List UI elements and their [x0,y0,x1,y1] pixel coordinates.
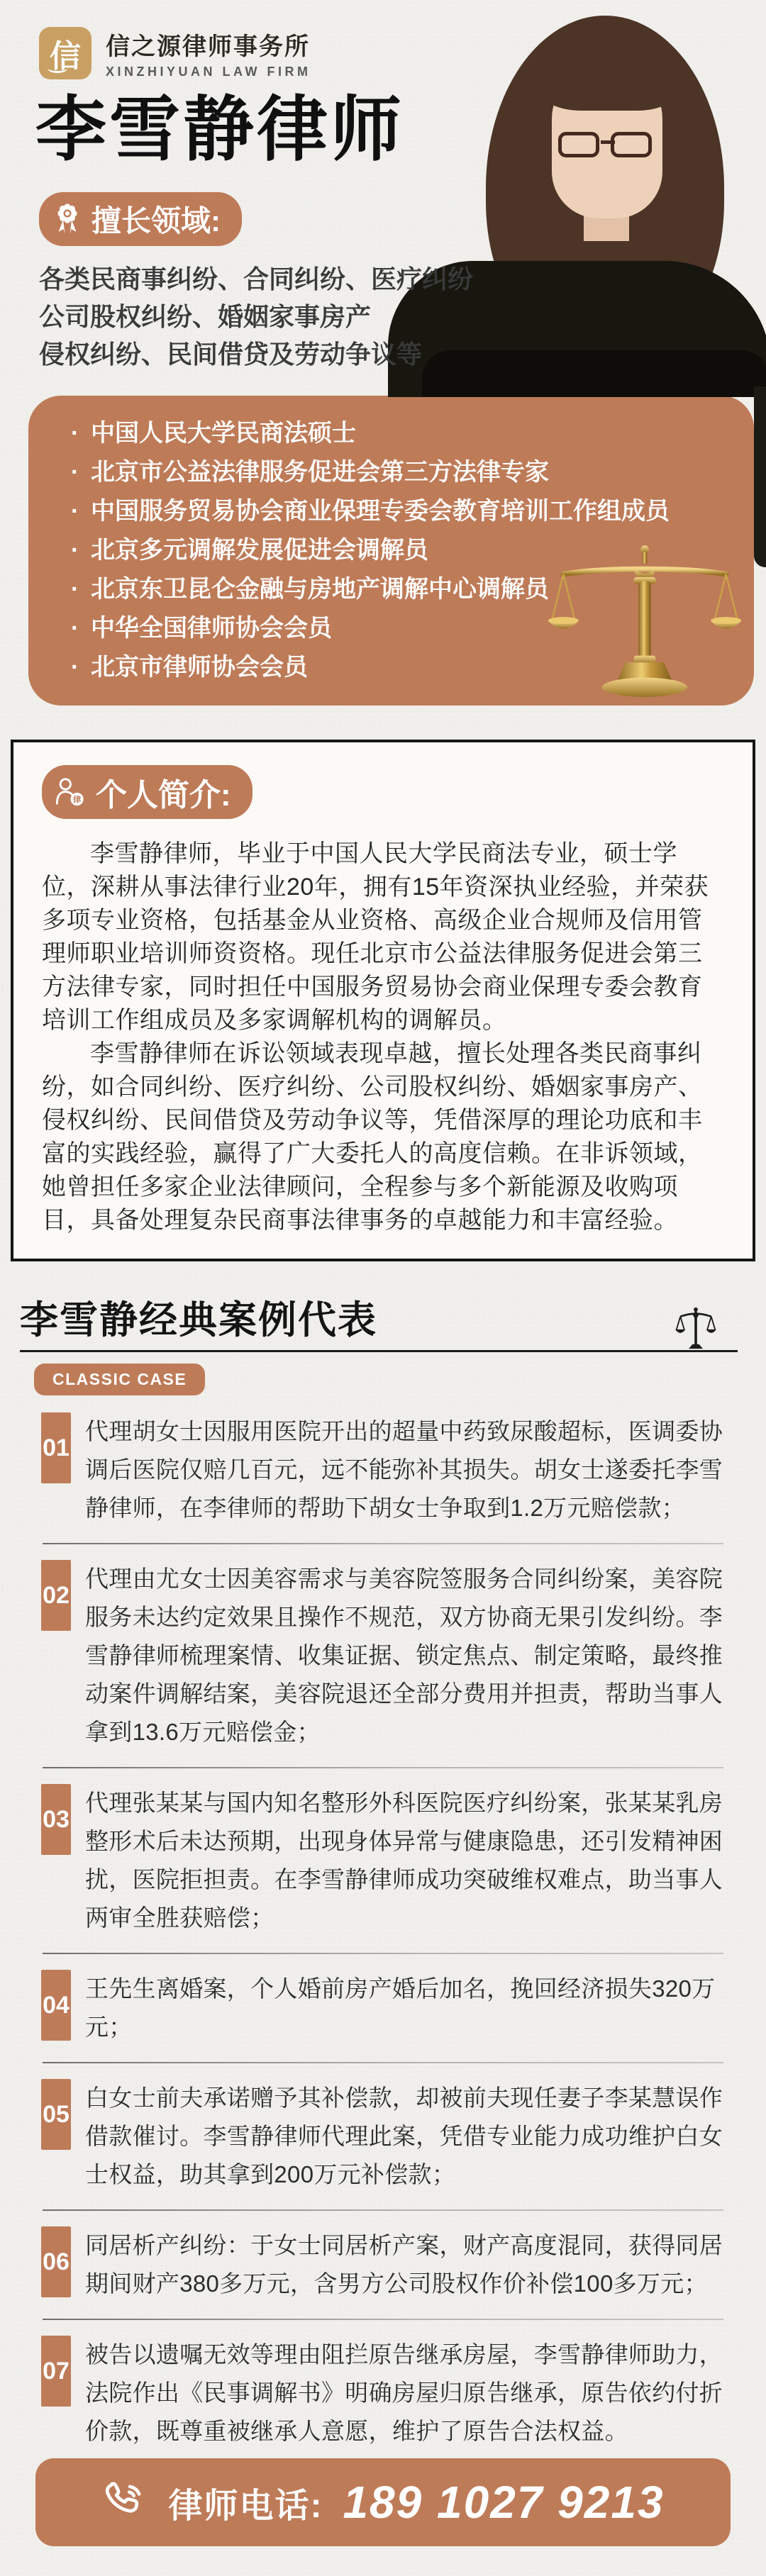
person-icon [55,776,86,808]
case-divider [43,2062,723,2063]
expertise-line: 各类民商事纠纷、合同纠纷、医疗纠纷 [39,264,474,294]
expertise-line: 侵权纠纷、民间借贷及劳动争议等 [39,340,423,369]
profile-paragraph: 李雪静律师，毕业于中国人民大学民商法专业，硕士学位，深耕从事法律行业20年，拥有15年资深执业经验，并荣获多项专业资格，包括基金从业资格、高级企业合规师及信用管理师职业培训师资资格。现任北京市公益法律服务促进会第三方法律专家，同时担任中国服务贸易协会商业保理专委会教育培训工作组成员及多家调解机构的调解员。 [42,840,709,1034]
classic-case-tag: CLASSIC CASE [34,1364,205,1395]
case-item [41,2079,725,2194]
cases-section-header [20,1290,738,1352]
firm-logo-seal-icon [39,27,91,79]
cases-section-title: 李雪静经典案例代表 [20,1299,377,1342]
case-item [41,1560,725,1751]
case-text: 王先生离婚案，个人婚前房产婚后加名，挽回经济损失320万元； [85,1975,716,2040]
case-divider [43,1953,723,1954]
case-number-badge: 03 [41,1784,71,1855]
case-text: 白女士前夫承诺赠予其补偿款，却被前夫现任妻子李某慧误作借款催讨。李雪静律师代理此案，凭借专业能力成功维护白女士权益，助其拿到200万元补偿款； [85,2085,723,2187]
case-number-badge: 07 [41,2336,71,2407]
case-number-badge: 01 [41,1412,71,1483]
credentials-panel [28,396,754,706]
case-text: 同居析产纠纷：于女士同居析产案，财产高度混同，获得同居期间财产380多万元，含男方公司股权作价补偿100多万元； [85,2232,723,2297]
phone-icon [101,2479,148,2526]
photo-jacket-edge [754,386,766,567]
firm-brand [0,0,766,79]
person-icon-character: 律 [72,796,82,805]
scales-icon [675,1306,716,1351]
case-text: 代理胡女士因服用医院开出的超量中药致尿酸超标，医调委协调后医院仅赔几百元，远不能弥补其损失。胡女士遂委托李雪静律师，在李律师的帮助下胡女士争取到1.2万元赔偿款； [85,1418,723,1521]
page-title: 李雪静律师 [35,87,404,171]
case-text: 代理张某某与国内知名整形外科医院医疗纠纷案，张某某乳房整形术后未达预期，出现身体异常与健康隐患，还引发精神困扰，医院拒担责。在李雪静律师成功突破维权难点，助当事人两审全胜获赔偿； [85,1790,723,1931]
case-number-badge: 02 [41,1560,71,1631]
credential-item: · 中国服务贸易协会商业保理专委会教育培训工作组成员 [70,492,733,531]
case-divider [43,1543,723,1544]
case-divider [43,2319,723,2320]
credential-item: · 北京市公益法律服务促进会第三方法律专家 [70,453,733,492]
profile-panel [11,740,755,1261]
profile-paragraph: 李雪静律师在诉讼领域表现卓越，擅长处理各类民商事纠纷，如合同纠纷、医疗纠纷、公司股权纠纷、婚姻家事房产、侵权纠纷、民间借贷及劳动争议等，凭借深厚的理论功底和丰富的实践经验，赢得了广大委托人的高度信赖。在非诉领域，她曾担任多家企业法律顾问，全程参与多个新能源及收购项目，具备处理复杂民商事法律事务的卓越能力和丰富经验。 [42,1040,703,1234]
case-number-badge: 05 [41,2079,71,2150]
rosette-medal-icon [53,203,82,235]
case-text: 被告以遗嘱无效等理由阻拦原告继承房屋，李雪静律师助力，法院作出《民事调解书》明确房屋归原告继承，原告依约付折价款，既尊重被继承人意愿，维护了原告合法权益。 [85,2341,723,2444]
case-item [41,2226,725,2303]
expertise-list [39,260,528,373]
firm-name-en: XINZHIYUAN LAW FIRM [106,65,311,79]
case-divider [43,1767,723,1768]
phone-contact-bar[interactable] [35,2458,731,2546]
case-divider [43,2209,723,2211]
credential-item: · 中华全国律师协会会员 [70,609,733,648]
phone-label: 律师电话: [168,2487,323,2525]
case-item [41,1784,725,1937]
credential-item: · 北京多元调解发展促进会调解员 [70,531,733,570]
expertise-badge [39,192,242,246]
photo-glasses [558,132,657,157]
expertise-line: 公司股权纠纷、婚姻家事房产 [39,302,372,331]
case-item [41,2336,725,2450]
credential-item: · 北京东卫昆仑金融与房地产调解中心调解员 [70,570,733,609]
credential-item: · 北京市律师协会会员 [70,648,733,687]
case-number-badge: 04 [41,1970,71,2041]
firm-logo-character: 信 [50,38,81,74]
expertise-badge-label: 擅长领域: [91,204,221,238]
credential-item: · 中国人民大学民商法硕士 [70,414,733,453]
case-item [41,1412,725,1527]
firm-name-cn: 信之源律师事务所 [106,33,310,60]
case-text: 代理由尤女士因美容需求与美容院签服务合同纠纷案，美容院服务未达约定效果且操作不规范，双方协商无果引发纠纷。李雪静律师梳理案情、收集证据、锁定焦点、制定策略，最终推动案件调解结案，美容院退还全部分费用并担责，帮助当事人拿到13.6万元赔偿金； [85,1566,723,1745]
cases-list [41,1412,725,2450]
case-number-badge: 06 [41,2226,71,2297]
profile-badge-label: 个人简介: [96,778,231,813]
credentials-list [70,414,733,687]
profile-badge [42,765,252,819]
case-item [41,1970,725,2046]
phone-number[interactable]: 189 1027 9213 [343,2477,665,2528]
